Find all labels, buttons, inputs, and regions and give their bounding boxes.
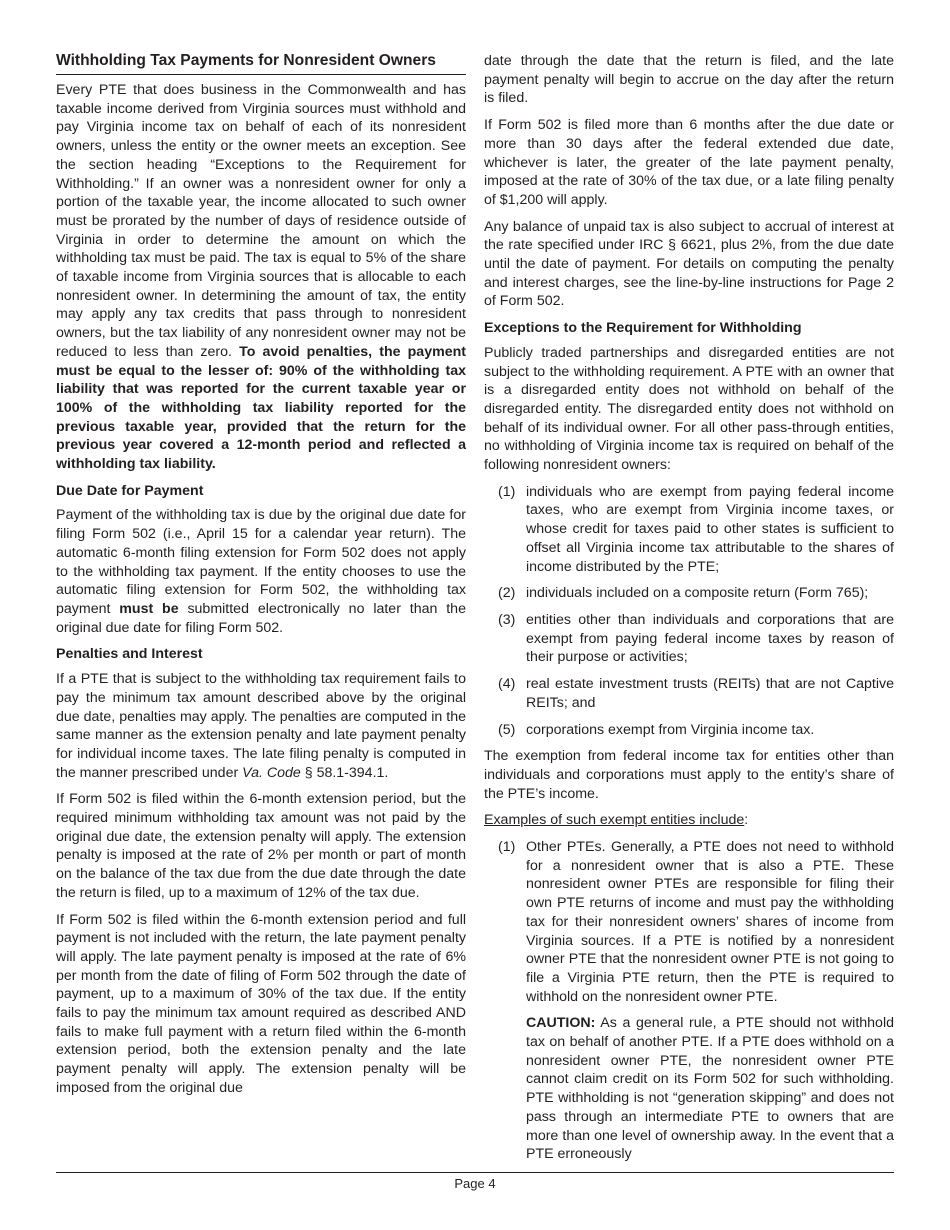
examples-colon: :: [744, 812, 749, 829]
examples-label: Examples of such exempt entities include: [484, 812, 745, 829]
example-item-number: (1): [498, 839, 516, 856]
section-heading-withholding: Withholding Tax Payments for Nonresident Owners: [56, 52, 466, 75]
penalties-paragraph-2: If Form 502 is filed within the 6-month extension period, but the required minimum withholding tax amount was not paid by the original due date, the extension penalty will apply. The extension penalty is imposed at the rate of 2% per month or part of month on the balance of the tax due from the due date through the date the return is filed, up to a maximum of 12% of the tax due.: [56, 791, 466, 901]
left-column: [56, 52, 466, 1106]
withholding-penalty-note: To avoid penalties, the payment must be equal to the lesser of: 90% of the withholding tax liability that was reported for the current taxable year or 100% of the withholding tax liability reported for the previous taxable year, provided that the return for the previous year covered a 12-month period and reflected a withholding tax liability.: [56, 343, 466, 473]
list-item: [498, 584, 894, 603]
list-item: [498, 483, 894, 577]
va-code-reference: Va. Code: [242, 764, 301, 781]
withholding-text: Every PTE that does business in the Commonwealth and has taxable income derived from Virginia sources must withhold and pay Virginia income tax on behalf of each of its nonresident owners, unless the entity or the owner meets an exception. See the section heading “Exceptions to the Requirement for Withholding.” If an owner was a nonresident owner for only a portion of the taxable year, the income allocated to such owner must be prorated by the number of days of residence outside of Virginia in order to determine the amount on which the withholding tax must be paid. The tax is equal to 5% of the share of taxable income from Virginia sources that is allocable to each nonresident owner. In determining the amount of tax, the entity may apply any tax credits that pass through to nonresident owners, but the tax liability of any nonresident owner may not be reduced to less than zero.: [56, 82, 466, 360]
list-item-text: individuals included on a composite return (Form 765);: [526, 585, 869, 602]
example-item: [498, 838, 894, 1006]
list-item-text: corporations exempt from Virginia income tax.: [526, 721, 815, 738]
list-item-number: (2): [498, 585, 516, 602]
list-item: [498, 721, 894, 740]
list-item-text: individuals who are exempt from paying federal income taxes, who are exempt from Virginia income taxes, or whose credit for taxes paid to other states is sufficient to offset all Virginia income tax attributable to the shares of income distributed by the PTE;: [526, 483, 894, 575]
list-item-text: real estate investment trusts (REITs) that are not Captive REITs; and: [526, 676, 894, 711]
va-code-section: § 58.1-394.1.: [304, 764, 389, 781]
penalty-continuation-paragraph: date through the date that the return is filed, and the late payment penalty will begin to accrue on the day after the return is filed.: [484, 53, 894, 107]
penalties-text: If a PTE that is subject to the withholding tax requirement fails to pay the minimum tax amount described above by the original due date, penalties may apply. The penalties are computed in the same manner as the extension penalty and late payment penalty for individual income taxes. The late filing penalty is computed in the manner prescribed under: [56, 671, 466, 781]
penalties-paragraph-3: If Form 502 is filed within the 6-month extension period and full payment is not included with the return, the late payment penalty will apply. The late payment penalty is imposed at the rate of 6% per month from the date of filing of Form 502 through the date of payment, up to a maximum of 30% of the tax due. If the entity fails to pay the minimum tax amount required as described AND fails to make full payment with a return filed within the 6-month extension period, both the extension penalty and the late payment penalty will apply. The extension penalty will be imposed from the original due: [56, 911, 466, 1096]
due-date-paragraph: [56, 506, 466, 637]
interest-paragraph: Any balance of unpaid tax is also subject to accrual of interest at the rate specified under IRC § 6621, plus 2%, from the due date until the date of payment. For details on computing the penalty and interest charges, see the line-by-line instructions for Page 2 of Form 502.: [484, 218, 894, 310]
page-number: Page 4: [454, 1176, 496, 1191]
caution-label: CAUTION:: [526, 1015, 596, 1032]
caution-text: As a general rule, a PTE should not withhold tax on behalf of another PTE. If a PTE does withhold on a nonresident owner PTE, the nonresident owner PTE cannot claim credit on its Form 502 for such withholding. PTE withholding is not “generation skipping” and does not pass through an intermediate PTE to owners that are more than one level of ownership away. In the event that a PTE erroneously: [526, 1015, 894, 1163]
footer-divider: [56, 1172, 894, 1173]
list-item-number: (5): [498, 721, 516, 738]
penalties-paragraph-1: [56, 670, 466, 782]
list-item-number: (3): [498, 611, 516, 628]
exemption-paragraph: The exemption from federal income tax for entities other than individuals and corporations must apply to the entity’s share of the PTE’s income.: [484, 748, 894, 802]
due-date-emphasis: must be: [119, 600, 179, 617]
subheading-exceptions: Exceptions to the Requirement for Withholding: [484, 320, 802, 337]
list-item-number: (4): [498, 676, 516, 693]
example-item-text: Other PTEs. Generally, a PTE does not need to withhold for a nonresident owner that is also a PTE. These nonresident owner PTEs are responsible for filing their own PTE returns of income and must pay the withholding tax for their nonresident owners’ shares of income from Virginia sources. If a PTE is notified by a nonresident owner PTE that the nonresident owner PTE is not going to file a Virginia PTE return, then the PTE is required to withhold on the nonresident owner PTE.: [526, 839, 894, 1005]
exceptions-paragraph: Publicly traded partnerships and disregarded entities are not subject to the withholding requirement. A PTE with an owner that is a disregarded entity does not withhold on behalf of the disregarded entity. The disregarded entity does not withhold on behalf of its individual owner. For all other pass-through entities, no withholding of Virginia income tax is required on behalf of the following nonresident owners:: [484, 344, 894, 474]
list-item-number: (1): [498, 483, 516, 500]
list-item-text: entities other than individuals and corporations that are exempt from paying federal income taxes by reason of their purpose or activities;: [526, 611, 894, 666]
late-filing-paragraph: If Form 502 is filed more than 6 months after the due date or more than 30 days after the federal extended due date, whichever is later, the greater of the late payment penalty, imposed at the rate of 30% of the tax due, or a late filing penalty of $1,200 will apply.: [484, 117, 894, 208]
withholding-paragraph: [56, 81, 466, 474]
due-date-text: Payment of the withholding tax is due by the original due date for filing Form 502 (i.e., April 15 for a calendar year return). The automatic 6-month filing extension for Form 502 does not apply to the withholding tax payment. If the entity chooses to use the automatic filing extension for Form 502, the withholding tax payment: [56, 507, 466, 617]
subheading-due-date: Due Date for Payment: [56, 482, 204, 499]
list-item: [498, 611, 894, 667]
due-date-text-end: submitted electronically no later than the original due date for filing Form 502.: [56, 600, 466, 636]
list-item: [498, 675, 894, 712]
right-column: [484, 52, 894, 1164]
examples-label-line: [484, 811, 894, 830]
subheading-penalties: Penalties and Interest: [56, 646, 203, 663]
caution-paragraph: [526, 1014, 894, 1164]
